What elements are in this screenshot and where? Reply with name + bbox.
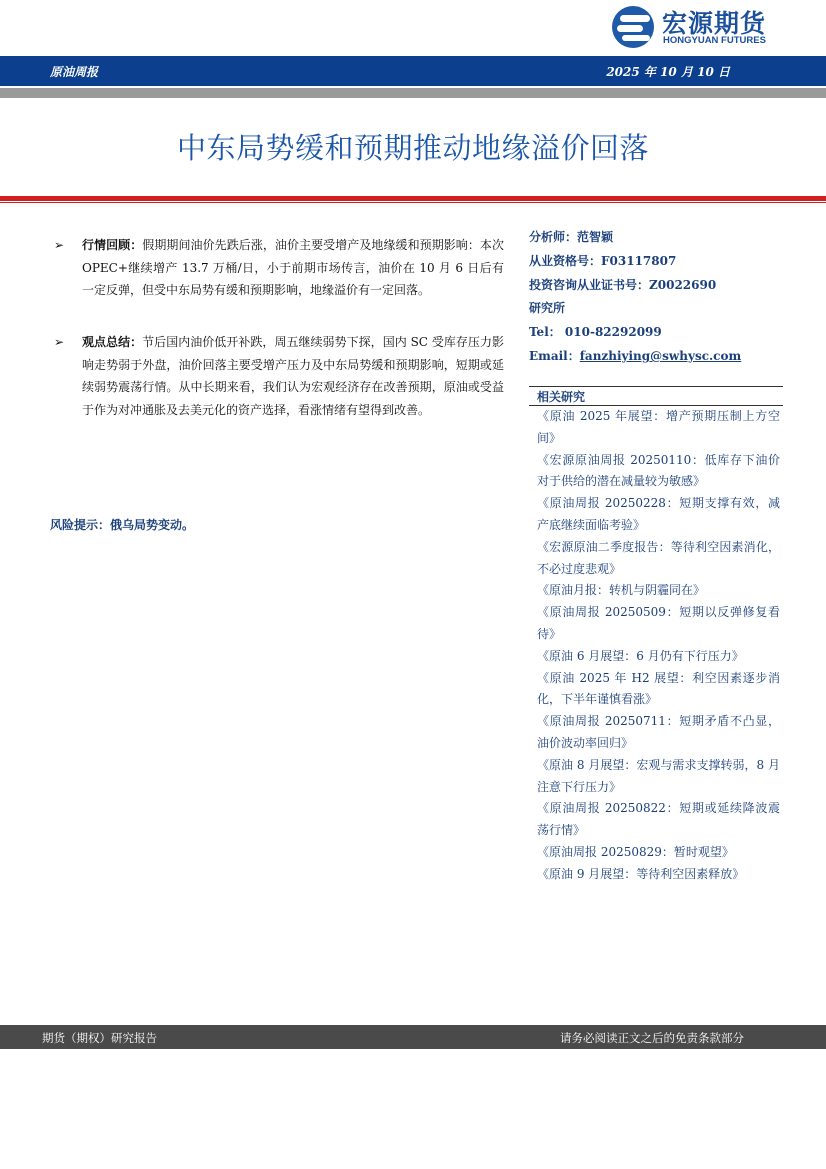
list-item: 《原油 2025 年 H2 展望：利空因素逐步消化，下半年谨慎看涨》: [537, 670, 780, 707]
list-item: 《原油 8 月展望：宏观与需求支撑转弱，8 月注意下行压力》: [537, 757, 780, 794]
risk-notice: 风险提示：俄乌局势变动。: [50, 518, 195, 532]
related-research-heading: 相关研究: [529, 386, 783, 406]
list-item: 《原油 6 月展望：6 月仍有下行压力》: [537, 648, 744, 663]
analyst-email-link[interactable]: fanzhiying@swhysc.com: [579, 348, 742, 363]
list-item: 《原油周报 20250829：暂时观望》: [537, 844, 734, 859]
logo-icon: [612, 6, 654, 48]
related-research-list: [537, 406, 780, 886]
summary-market-review: [54, 234, 504, 302]
report-date: 2025 年 10 月 10 日: [606, 65, 730, 79]
summary-text: 节后国内油价低开补跌，周五继续弱势下探，国内 SC 受库存压力影响走势弱于外盘，油价回落主要受增产压力及中东局势缓和预期影响，短期或延续弱势震荡行情。从中长期来看，我们认为宏观经济存在改善预期，原油或受益于作为对冲通胀及去美元化的资产选择，看涨情绪有望得到改善。: [82, 335, 504, 417]
analyst-name: 分析师：范智颖: [529, 230, 614, 244]
summary-text: 假期期间油价先跌后涨，油价主要受增产及地缘缓和预期影响：本次 OPEC+继续增产 13.7 万桶/日，小于前期市场传言，油价在 10 月 6 日后有一定反弹，但受中东局势有缓和预期影响，地缘溢价有一定回落。: [82, 238, 504, 297]
list-item: 《原油月报：转机与阴霾同在》: [537, 583, 706, 598]
summary-lead: 观点总结：: [82, 335, 143, 349]
bullet-arrow-icon: ➢: [54, 335, 65, 349]
summary-conclusion: [54, 331, 504, 421]
list-item: 《原油周报 20250228：短期支撑有效，减产底继续面临考验》: [537, 496, 780, 532]
analyst-qualification: 从业资格号：F03117807: [529, 253, 677, 268]
summary-lead: 行情回顾：: [82, 238, 143, 252]
list-item: 《原油周报 20250822：短期或延续降波震荡行情》: [537, 801, 780, 838]
page-title: 中东局势缓和预期推动地缘溢价回落: [176, 131, 649, 165]
list-item: 《宏源原油周报 20250110：低库存下油价对于供给的潜在减量较为敏感》: [537, 452, 780, 489]
footer-report-label: 期货（期权）研究报告: [42, 1031, 157, 1045]
list-item: 《原油周报 20250509：短期以反弹修复看待》: [537, 605, 780, 641]
footer-bar: [0, 1025, 826, 1049]
email-label: Email：: [529, 348, 580, 363]
logo-name-cn: 宏源期货: [662, 9, 767, 38]
header-divider: [0, 88, 826, 98]
bullet-arrow-icon: ➢: [54, 238, 65, 252]
company-logo: [612, 6, 792, 48]
list-item: 《原油 2025 年展望：增产预期压制上方空间》: [537, 409, 780, 445]
analyst-dept: 研究所: [529, 301, 566, 316]
report-type: 原油周报: [50, 65, 99, 79]
logo-name-en: HONGYUAN FUTURES: [663, 35, 766, 46]
list-item: 《原油周报 20250711：短期矛盾不凸显，油价波动率回归》: [537, 714, 780, 750]
analyst-tel: Tel： 010-82292099: [529, 325, 662, 340]
title-divider: [0, 196, 826, 201]
title-divider-thin: [0, 202, 826, 203]
list-item: 《原油 9 月展望：等待利空因素释放》: [537, 866, 745, 881]
header-bar: [0, 56, 826, 86]
analyst-email-row: [529, 345, 741, 369]
analyst-certificate: 投资咨询从业证书号：Z0022690: [529, 277, 717, 292]
footer-disclaimer: 请务必阅读正文之后的免责条款部分: [560, 1031, 744, 1045]
list-item: 《宏源原油二季度报告：等待利空因素消化，不必过度悲观》: [537, 539, 780, 576]
analyst-info: [529, 226, 741, 369]
